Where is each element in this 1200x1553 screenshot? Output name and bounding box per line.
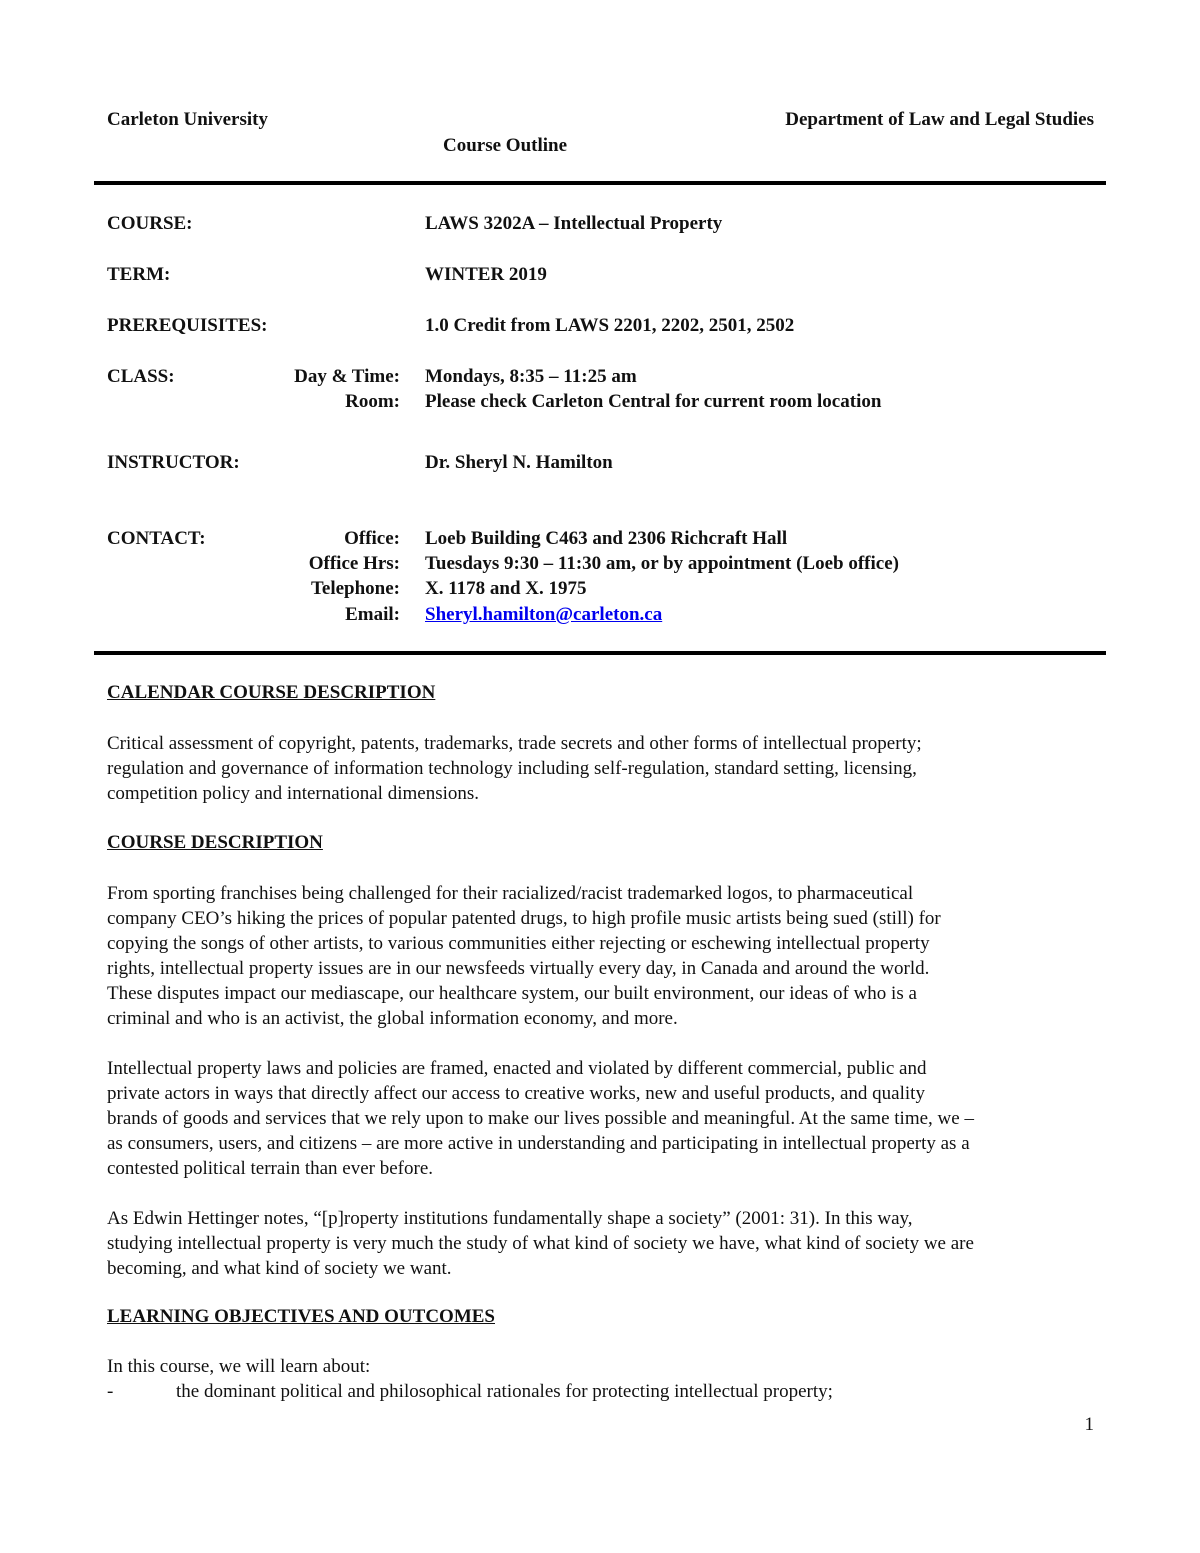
learning-objectives-heading: LEARNING OBJECTIVES AND OUTCOMES	[107, 1306, 495, 1327]
contact-label: CONTACT:	[107, 528, 206, 549]
bullet-marker: -	[107, 1381, 114, 1402]
course-description-paragraph-2	[107, 1056, 1097, 1181]
text-line: rights, intellectual property issues are in our newsfeeds virtually every day, in Canada and around the world.	[107, 958, 930, 979]
document-title: Course Outline	[443, 135, 568, 156]
text-line: as consumers, users, and citizens – are more active in understanding and participating in intellectual property as a	[107, 1133, 970, 1154]
text-line: copying the songs of other artists, to various communities either rejecting or eschewing intellectual property	[107, 933, 930, 954]
top-divider	[94, 181, 1106, 185]
calendar-description-text	[107, 731, 1097, 806]
text-line: competition policy and international dimensions.	[107, 783, 480, 804]
course-label: COURSE:	[107, 213, 193, 234]
text-line: criminal and who is an activist, the global information economy, and more.	[107, 1008, 678, 1029]
office-value: Loeb Building C463 and 2306 Richcraft Hall	[425, 528, 788, 549]
class-label: CLASS:	[107, 366, 175, 387]
text-line: As Edwin Hettinger notes, “[p]roperty institutions fundamentally shape a society” (2001: 31). In this way,	[107, 1208, 913, 1229]
page-number: 1	[1084, 1414, 1094, 1435]
office-label: Office:	[344, 528, 400, 549]
text-line: From sporting franchises being challenged for their racialized/racist trademarked logos, to pharmaceutical	[107, 883, 914, 904]
text-line: These disputes impact our mediascape, our healthcare system, our built environment, our ideas of who is a	[107, 983, 917, 1004]
text-line: studying intellectual property is very much the study of what kind of society we have, what kind of society we are	[107, 1233, 974, 1254]
university-name: Carleton University	[107, 109, 268, 130]
prerequisites-label: PREREQUISITES:	[107, 315, 268, 336]
email-label: Email:	[345, 604, 400, 625]
objectives-intro: In this course, we will learn about:	[107, 1356, 371, 1377]
text-line: company CEO’s hiking the prices of popular patented drugs, to high profile music artists being sued (still) for	[107, 908, 941, 929]
text-line: private actors in ways that directly affect our access to creative works, new and useful products, and quality	[107, 1083, 925, 1104]
text-line: regulation and governance of information technology including self-regulation, standard setting, licensing,	[107, 758, 917, 779]
department-name: Department of Law and Legal Studies	[785, 109, 1094, 130]
text-line: Critical assessment of copyright, patents, trademarks, trade secrets and other forms of intellectual property;	[107, 733, 922, 754]
class-room-value: Please check Carleton Central for current room location	[425, 391, 882, 412]
text-line: contested political terrain than ever before.	[107, 1158, 434, 1179]
class-day-label: Day & Time:	[294, 366, 400, 387]
instructor-label: INSTRUCTOR:	[107, 452, 240, 473]
instructor-value: Dr. Sheryl N. Hamilton	[425, 452, 613, 473]
class-day-value: Mondays, 8:35 – 11:25 am	[425, 366, 637, 387]
email-link[interactable]: Sheryl.hamilton@carleton.ca	[425, 604, 663, 625]
office-hours-value: Tuesdays 9:30 – 11:30 am, or by appointment (Loeb office)	[425, 553, 899, 574]
text-line: Intellectual property laws and policies are framed, enacted and violated by different commercial, public and	[107, 1058, 927, 1079]
office-hours-label: Office Hrs:	[308, 553, 400, 574]
term-value: WINTER 2019	[425, 264, 547, 285]
calendar-description-heading: CALENDAR COURSE DESCRIPTION	[107, 682, 436, 703]
text-line: brands of goods and services that we rely upon to make our lives possible and meaningful. At the same time, we –	[107, 1108, 974, 1129]
bottom-divider	[94, 651, 1106, 655]
course-description-heading: COURSE DESCRIPTION	[107, 832, 323, 853]
term-label: TERM:	[107, 264, 171, 285]
telephone-label: Telephone:	[310, 578, 400, 599]
prerequisites-value: 1.0 Credit from LAWS 2201, 2202, 2501, 2502	[425, 315, 795, 336]
objective-item: the dominant political and philosophical rationales for protecting intellectual property;	[176, 1381, 833, 1402]
class-room-label: Room:	[345, 391, 400, 412]
telephone-value: X. 1178 and X. 1975	[425, 578, 587, 599]
text-line: becoming, and what kind of society we want.	[107, 1258, 452, 1279]
course-value: LAWS 3202A – Intellectual Property	[425, 213, 723, 234]
course-description-paragraph-1	[107, 881, 1097, 1031]
course-description-paragraph-3	[107, 1206, 1097, 1281]
